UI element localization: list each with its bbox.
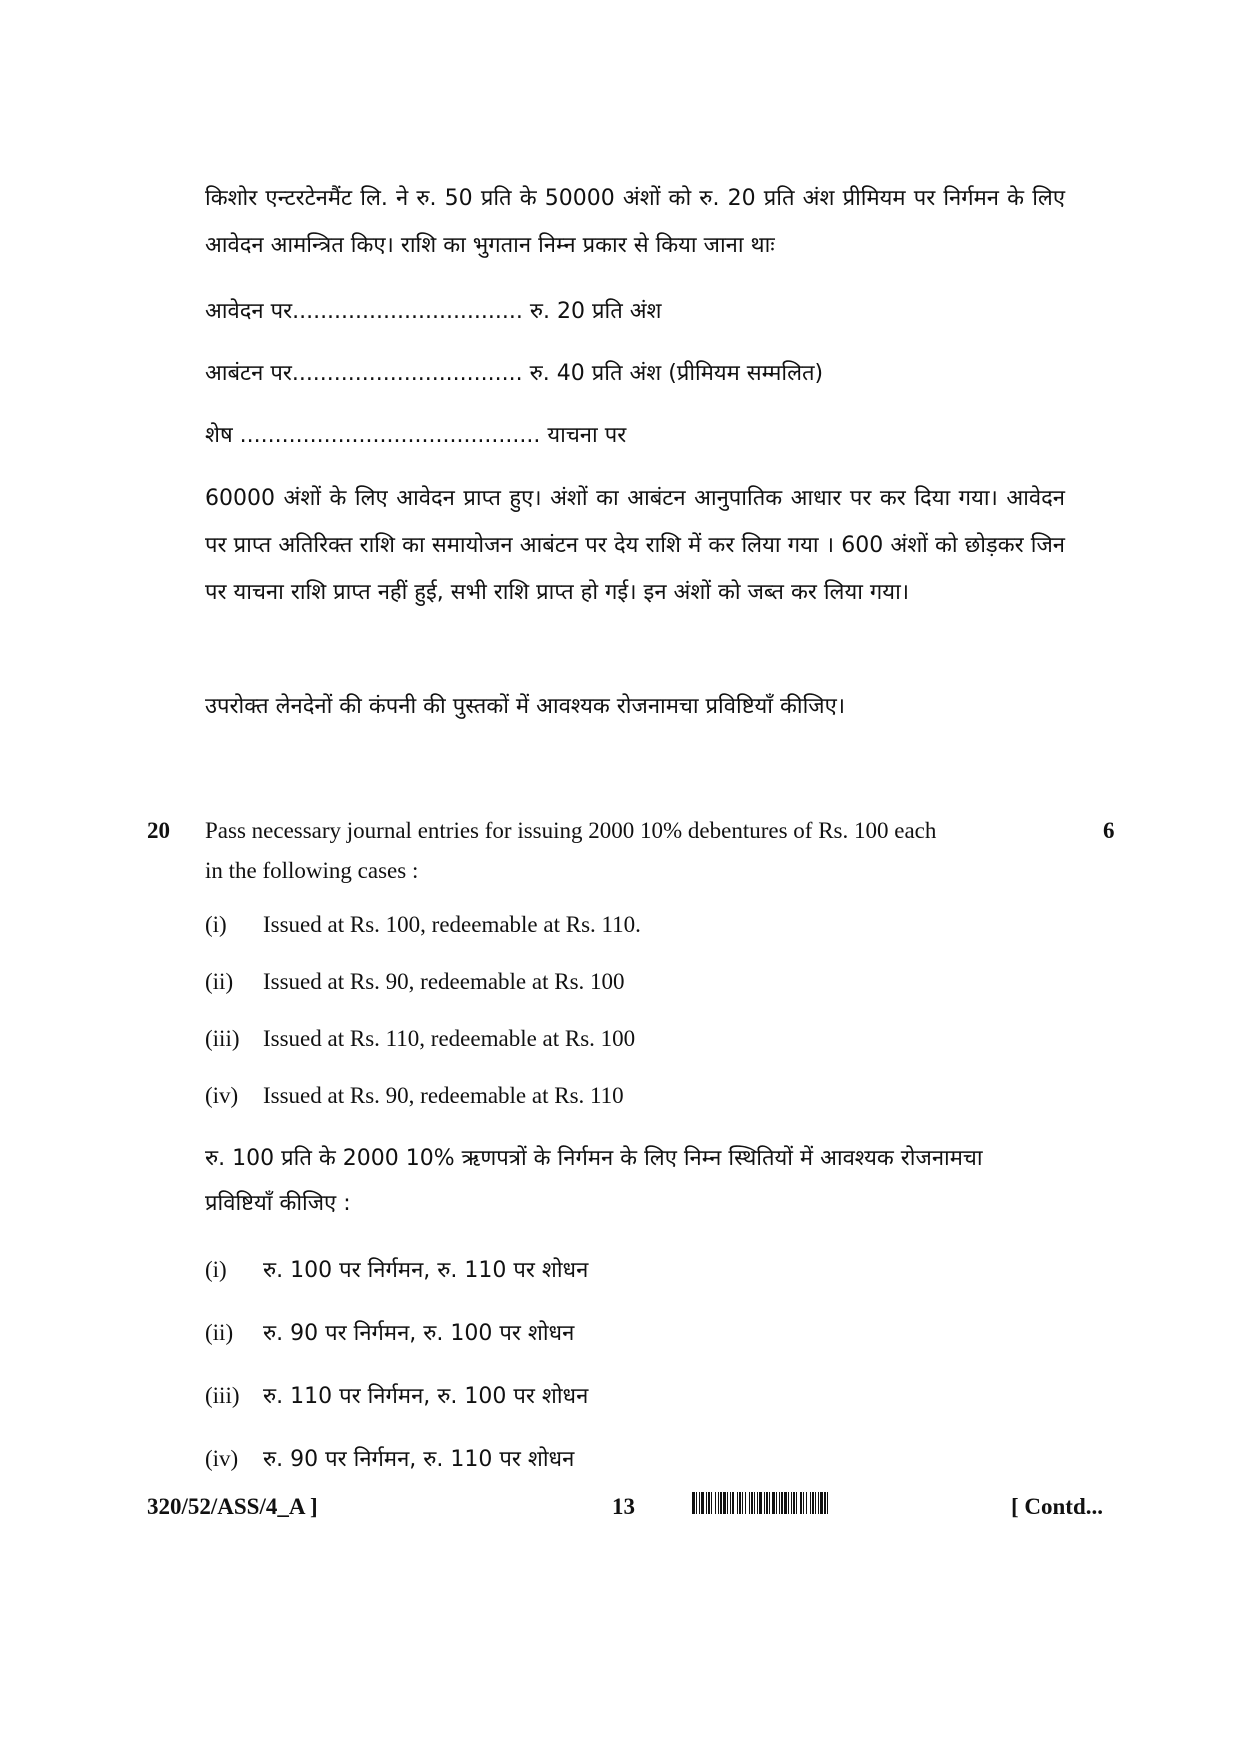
case-item (205, 1083, 624, 1109)
continued-label: [ Contd... (1011, 1494, 1104, 1519)
case-label: (ii) (205, 1320, 234, 1345)
question-marks: 6 (1103, 818, 1115, 843)
case-item (205, 912, 641, 938)
paper-code: 320/52/ASS/4_A ] (147, 1494, 318, 1519)
case-text: Issued at Rs. 90, redeemable at Rs. 100 (263, 969, 625, 994)
question-text-line1: Pass necessary journal entries for issuing 2000 10% debentures of Rs. 100 each (205, 818, 937, 843)
hindi-instruction: उपरोक्त लेनदेनों की कंपनी की पुस्तकों में आवश्यक रोजनामचा प्रविष्टियाँ कीजिए। (205, 694, 846, 719)
hindi-payment-row-balance: शेष ........................................... याचना पर (205, 423, 627, 448)
case-item (205, 969, 625, 995)
case-label: (iii) (205, 1026, 240, 1051)
question-number: 20 (147, 818, 170, 843)
case-text: रु. 90 पर निर्गमन, रु. 100 पर शोधन (263, 1321, 575, 1346)
barcode (692, 1492, 1002, 1514)
case-label: (i) (205, 1257, 227, 1282)
case-item (205, 1026, 635, 1052)
question-text-line2: in the following cases : (205, 858, 419, 883)
case-text: रु. 110 पर निर्गमन, रु. 100 पर शोधन (263, 1384, 589, 1409)
hindi-payment-row-application: आवेदन पर................................. रु. 20 प्रति अंश (205, 299, 662, 324)
page-number: 13 (612, 1494, 635, 1519)
hindi-question-line2: प्रविष्टियाँ कीजिए : (205, 1191, 351, 1216)
case-label: (iv) (205, 1446, 239, 1471)
case-text: रु. 90 पर निर्गमन, रु. 110 पर शोधन (263, 1447, 575, 1472)
hindi-case-item (205, 1254, 588, 1284)
hindi-question-paragraph: किशोर एन्टरटेनमैंट लि. ने रु. 50 प्रति के 50000 अंशों को रु. 20 प्रति अंश प्रीमियम पर निर्गमन के लिए आवेदन आमन्त्रित किए। राशि का भुगतान निम्न प्रकार से किया जाना थाः (205, 186, 1065, 258)
hindi-payment-row-allotment: आबंटन पर................................. रु. 40 प्रति अंश (प्रीमियम सम्मलित) (205, 361, 824, 386)
hindi-case-item (205, 1443, 574, 1473)
case-label: (iv) (205, 1083, 239, 1108)
hindi-allotment-paragraph: 60000 अंशों के लिए आवेदन प्राप्त हुए। अंशों का आबंटन आनुपातिक आधार पर कर दिया गया। आवेदन पर प्राप्त अतिरिक्त राशि का समायोजन आबंटन पर देय राशि में कर लिया गया । 600 अंशों को छोड़कर जिन पर याचना राशि प्राप्त नहीं हुई, सभी राशि प्राप्त हो गई। इन अंशों को जब्त कर लिया गया। (205, 486, 1065, 605)
hindi-question-line1: रु. 100 प्रति के 2000 10% ऋणपत्रों के निर्गमन के लिए निम्न स्थितियों में आवश्यक रोजनामचा (205, 1146, 983, 1171)
case-label: (i) (205, 912, 227, 937)
hindi-case-item (205, 1317, 574, 1347)
hindi-case-item (205, 1380, 588, 1410)
case-label: (ii) (205, 969, 234, 994)
case-text: Issued at Rs. 90, redeemable at Rs. 110 (263, 1083, 624, 1108)
case-text: Issued at Rs. 100, redeemable at Rs. 110. (263, 912, 641, 937)
case-text: रु. 100 पर निर्गमन, रु. 110 पर शोधन (263, 1258, 589, 1283)
case-text: Issued at Rs. 110, redeemable at Rs. 100 (263, 1026, 636, 1051)
case-label: (iii) (205, 1383, 240, 1408)
